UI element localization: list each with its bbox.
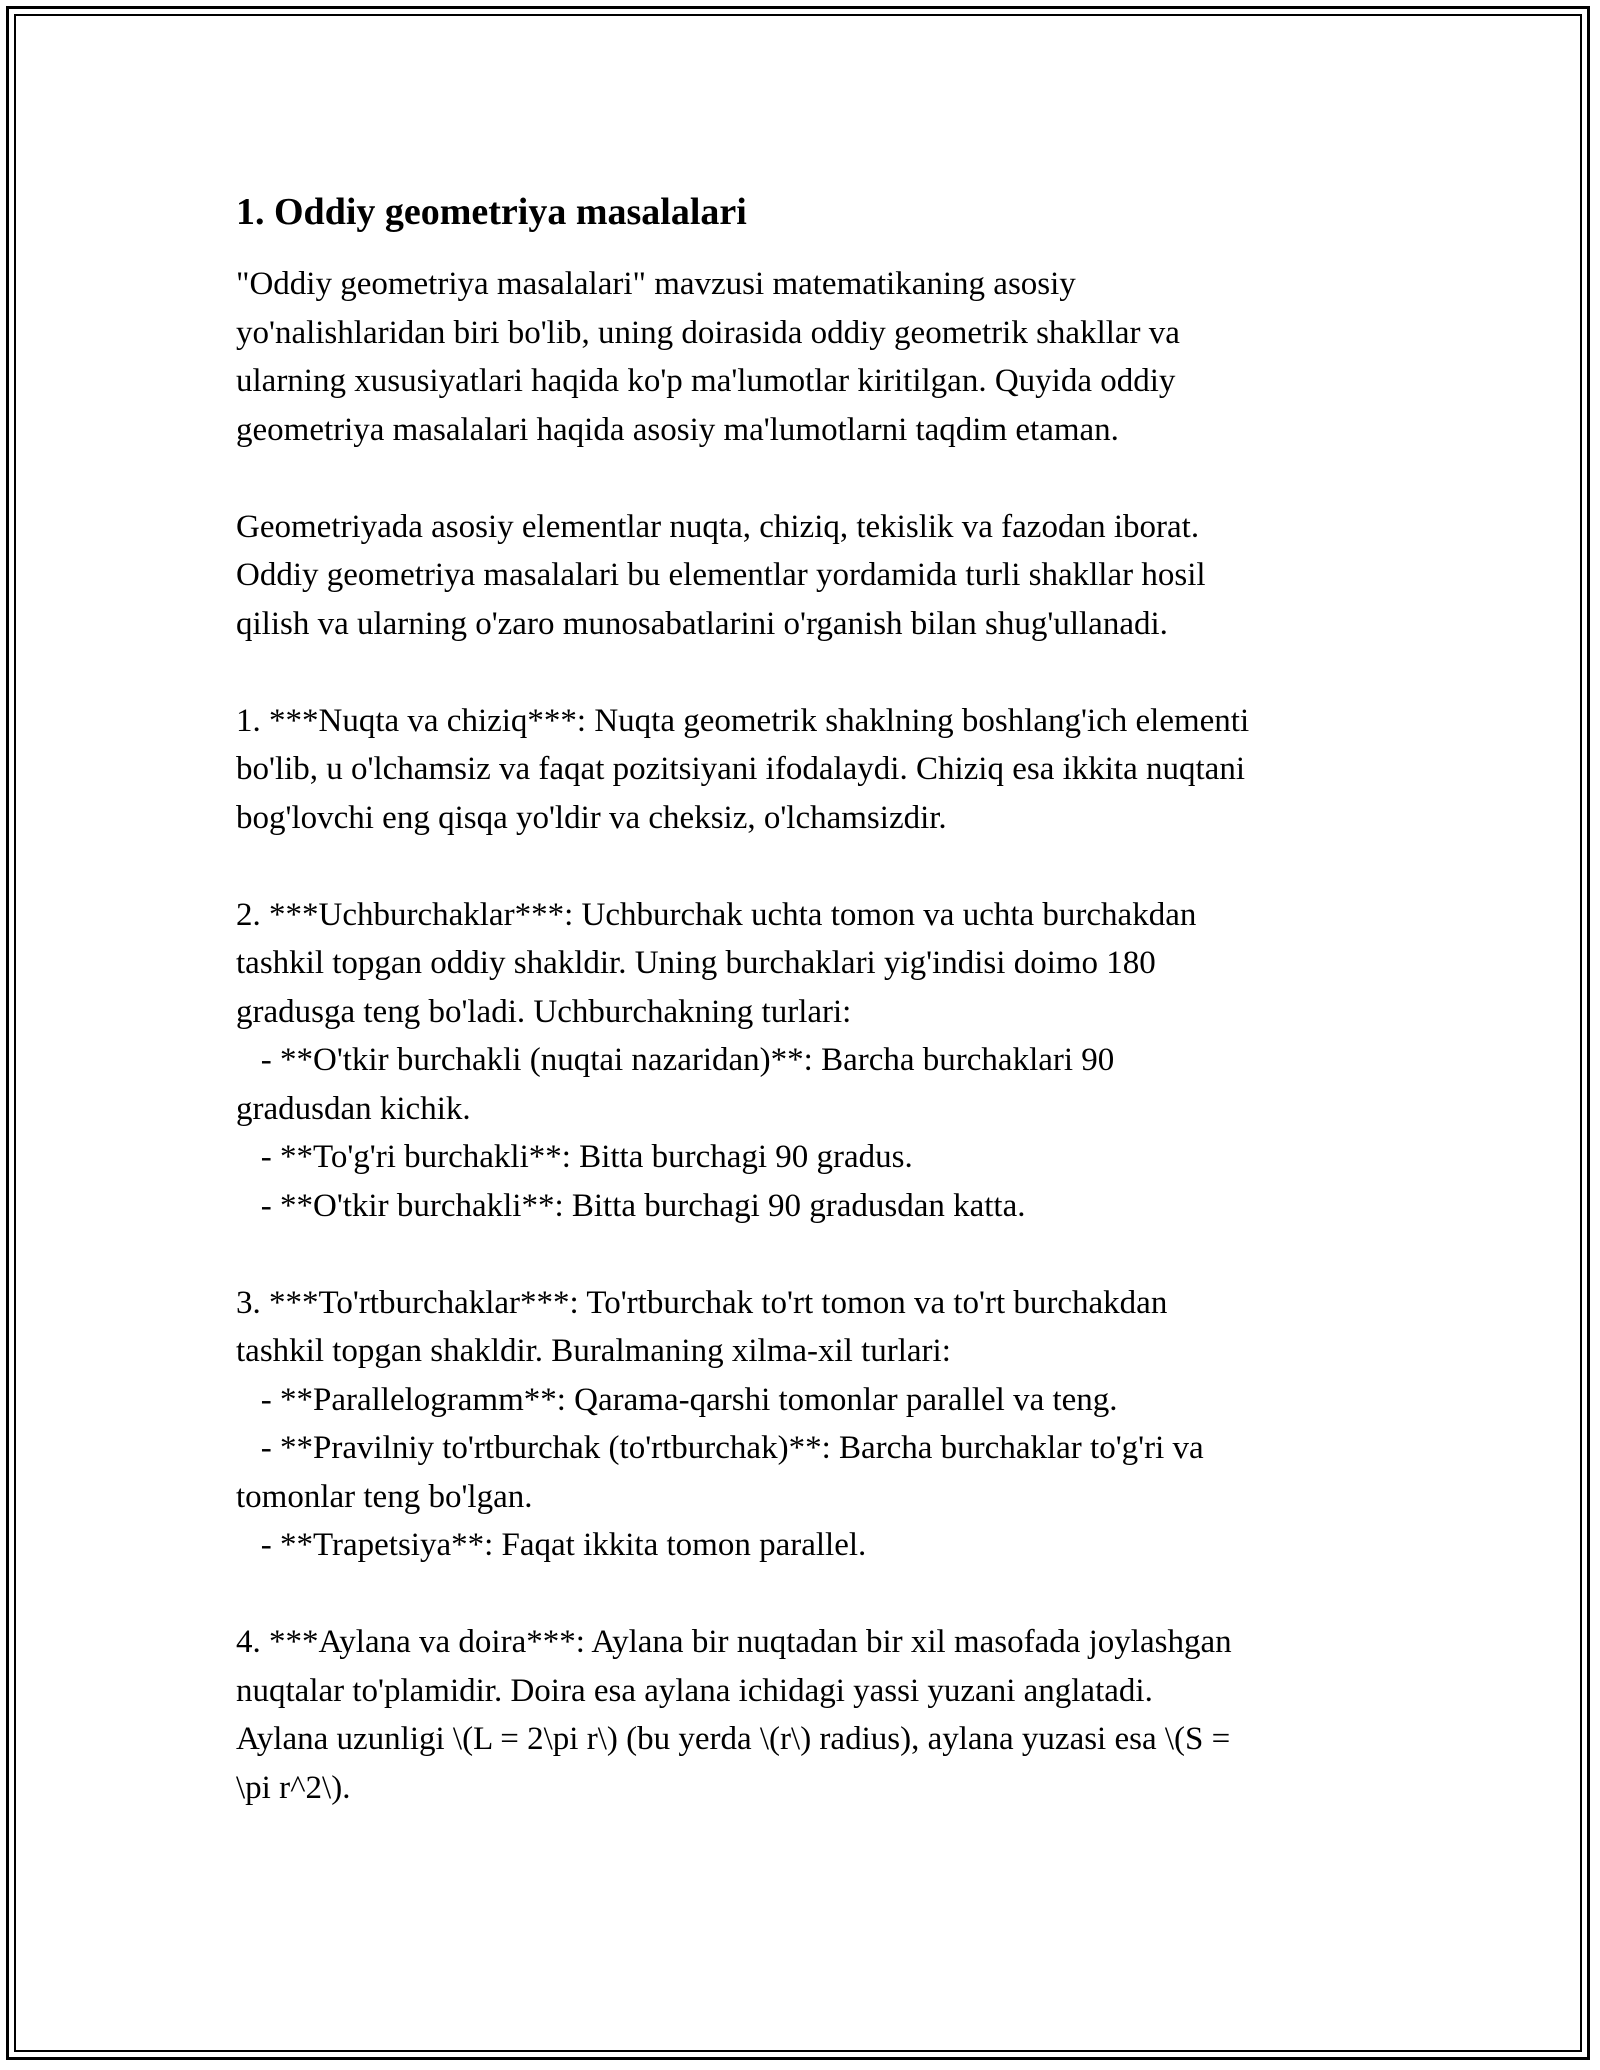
circle-paragraph: 4. ***Aylana va doira***: Aylana bir nuqtadan bir xil masofada joylashgan nuqtalar to'plamidir. Doira esa aylana ichidagi yassi yuzani anglatadi. Aylana uzunligi \(L = 2\pi r\) (bu yerda \(r\) radius), aylana yuzasi esa \(S = \pi r^2\). bbox=[236, 1624, 1232, 1806]
quadrilaterals-paragraph: 3. ***To'rtburchaklar***: To'rtburchak to'rt tomon va to'rt burchakdan tashkil topgan shakldir. Buralmaning xilma-xil turlari: - **Parallelogramm**: Qarama-qarshi tomonlar parallel va teng. - **Pravilniy to'rtburchak (to'rtburchak)**: Barcha burchaklar to'g'ri va tomonlar teng bo'lgan. - **Trapetsiya**: Faqat ikkita tomon parallel. bbox=[236, 1284, 1204, 1563]
document-body bbox=[236, 186, 1386, 1861]
intro-paragraph: "Oddiy geometriya masalalari" mavzusi matematikaning asosiy yo'nalishlaridan biri bo'lib, uning doirasida oddiy geometrik shakllar va ularning xususiyatlari haqida ko'p ma'lumotlar kiritilgan. Quyida oddiy geometriya masalalari haqida asosiy ma'lumotlarni taqdim etaman. bbox=[236, 266, 1180, 448]
elements-paragraph: Geometriyada asosiy elementlar nuqta, chiziq, tekislik va fazodan iborat. Oddiy geometriya masalalari bu elementlar yordamida turli shakllar hosil qilish va ularning o'zaro munosabatlarini o'rganish bilan shug'ullanadi. bbox=[236, 508, 1206, 642]
point-line-paragraph: 1. ***Nuqta va chiziq***: Nuqta geometrik shaklning boshlang'ich elementi bo'lib, u o'lchamsiz va faqat pozitsiyani ifodalaydi. Chiziq esa ikkita nuqtani bog'lovchi eng qisqa yo'ldir va cheksiz, o'lchamsizdir. bbox=[236, 702, 1250, 836]
document-title: 1. Oddiy geometriya masalalari bbox=[236, 191, 747, 233]
triangles-paragraph: 2. ***Uchburchaklar***: Uchburchak uchta tomon va uchta burchakdan tashkil topgan oddiy shakldir. Uning burchaklari yig'indisi doimo 180 gradusga teng bo'ladi. Uchburchakning turlari: - **O'tkir burchakli (nuqtai nazaridan)**: Barcha burchaklari 90 gradusdan kichik. - **To'g'ri burchakli**: Bitta burchagi 90 gradus. - **O'tkir burchakli**: Bitta burchagi 90 gradusdan katta. bbox=[236, 896, 1197, 1224]
